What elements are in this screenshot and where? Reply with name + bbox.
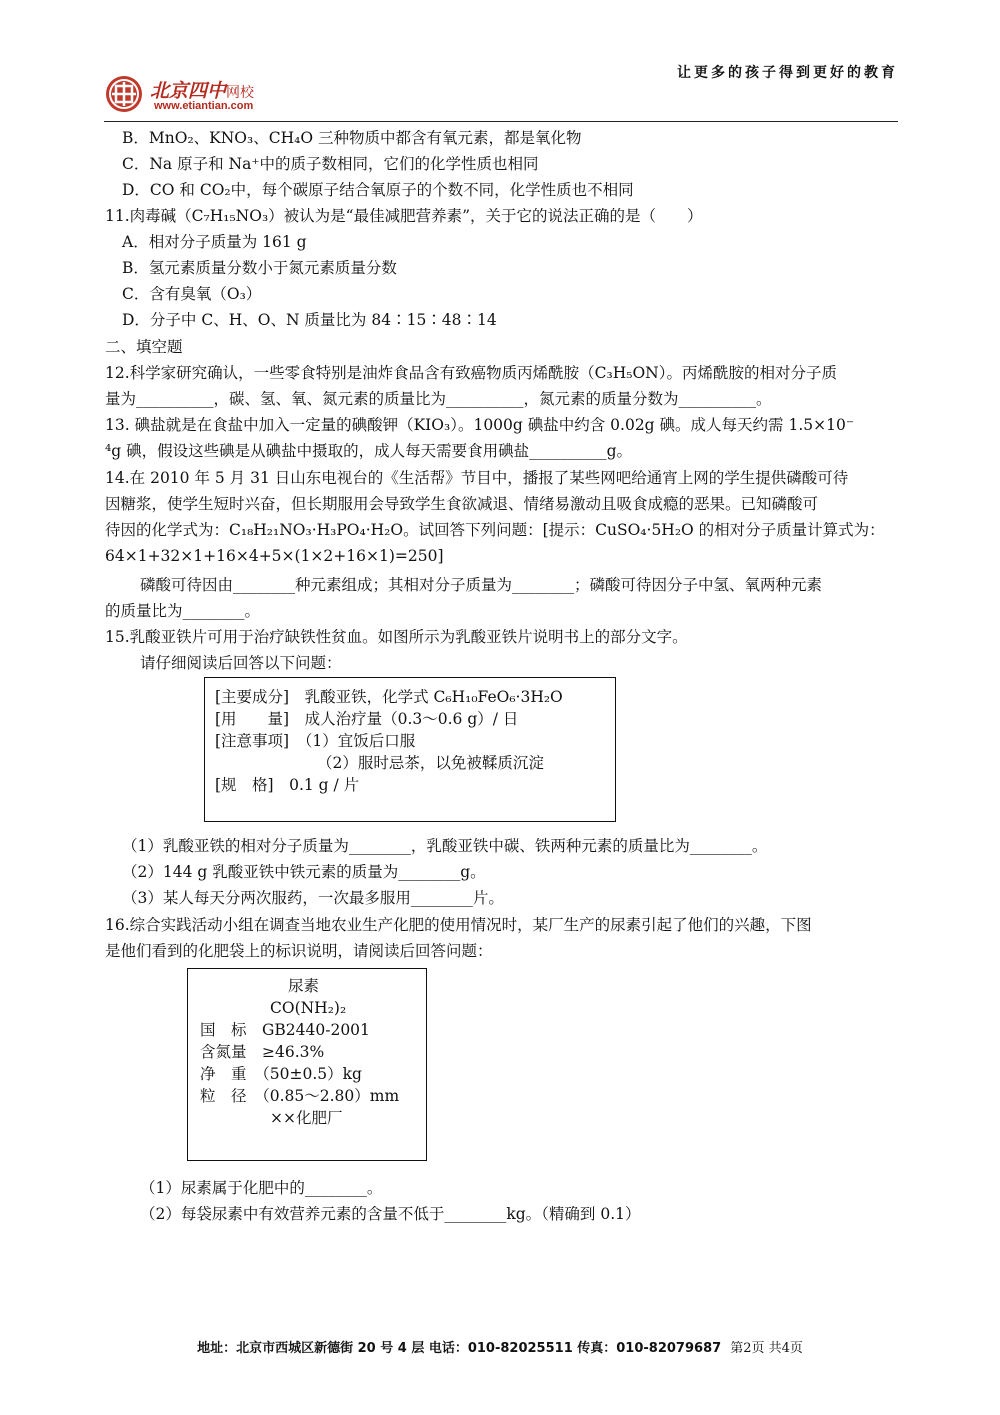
logo-emblem-icon [104, 74, 144, 114]
fertilizer-maker: ××化肥厂 [270, 1109, 343, 1127]
q12-line1: 12.科学家研究确认，一些零食特别是油炸食品含有致癌物质丙烯酰胺（C₃H₅ON）。丙烯酰胺的相对分子质 [105, 364, 837, 382]
drug-label-notes: [注意事项] （1）宜饭后口服 [215, 732, 416, 750]
q14-line6: 的质量比为________。 [105, 602, 261, 620]
q13-line1: 13. 碘盐就是在食盐中加入一定量的碘酸钾（KIO₃）。1000g 碘盐中约含 0.02g 碘。成人每天约需 1.5×10⁻ [105, 416, 855, 434]
page-number: 第2页 共4页 [730, 1341, 803, 1356]
drug-label-dosage: [用 量] 成人治疗量（0.3～0.6 g）/ 日 [215, 710, 519, 728]
q15-answer-3: （3）某人每天分两次服药，一次最多服用________片。 [122, 889, 504, 907]
q10-option-b: B．MnO₂、KNO₃、CH₄O 三种物质中都含有氧元素，都是氧化物 [122, 129, 582, 147]
q16-line2: 是他们看到的化肥袋上的标识说明，请阅读后回答问题： [105, 942, 493, 960]
q11-option-b: B．氢元素质量分数小于氮元素质量分数 [122, 259, 397, 277]
q15-line2: 请仔细阅读后回答以下问题： [140, 654, 342, 672]
q11-stem: 11.肉毒碱（C₇H₁₅NO₃）被认为是“最佳减肥营养素”，关于它的说法正确的是（ ） [105, 207, 703, 225]
header-divider [104, 121, 898, 122]
q14-line2: 因糖浆，使学生短时兴奋，但长期服用会导致学生食欲减退、情绪易激动且吸食成瘾的恶果。已知磷酸可 [105, 495, 819, 513]
q14-line3: 待因的化学式为：C₁₈H₂₁NO₃·H₃PO₄·H₂O。试回答下列问题：[提示：CuSO₄·5H₂O 的相对分子质量计算式为： [105, 521, 885, 539]
q14-line5: 磷酸可待因由________种元素组成；其相对分子质量为________；磷酸可待因分子中氢、氧两种元素 [140, 576, 823, 594]
q14-line4: 64×1+32×1+16×4+5×(1×2+16×1)=250] [105, 547, 444, 565]
fertilizer-weight: 净 重 （50±0.5）kg [200, 1065, 362, 1083]
q15-answer-1: （1）乳酸亚铁的相对分子质量为________，乳酸亚铁中碳、铁两种元素的质量比为________。 [122, 837, 768, 855]
drug-label-notes-2: （2）服时忌茶，以免被鞣质沉淀 [317, 754, 544, 772]
q16-answer-2: （2）每袋尿素中有效营养元素的含量不低于________kg。（精确到 0.1） [140, 1205, 641, 1223]
q11-option-d: D．分子中 C、H、O、N 质量比为 84∶15∶48∶14 [122, 311, 497, 329]
fertilizer-standard: 国 标 GB2440-2001 [200, 1021, 370, 1039]
section-heading: 二、填空题 [105, 338, 183, 356]
q10-option-d: D．CO 和 CO₂中，每个碳原子结合氧原子的个数不同，化学性质也不相同 [122, 181, 634, 199]
fertilizer-label-box [187, 968, 427, 1161]
fertilizer-formula: CO(NH₂)₂ [270, 999, 347, 1017]
drug-label-ingredient: [主要成分] 乳酸亚铁，化学式 C₆H₁₀FeO₆·3H₂O [215, 688, 563, 706]
site-logo[interactable] [104, 72, 294, 120]
q16-line1: 16.综合实践活动小组在调查当地农业生产化肥的使用情况时，某厂生产的尿素引起了他们的兴趣，下图 [105, 916, 812, 934]
q12-line2: 量为__________，碳、氢、氧、氮元素的质量比为__________，氮元素的质量分数为__________。 [105, 390, 772, 408]
logo-url: www.etiantian.com [154, 100, 254, 112]
header-slogan: 让更多的孩子得到更好的教育 [677, 65, 898, 81]
q15-answer-2: （2）144 g 乳酸亚铁中铁元素的质量为________g。 [122, 863, 486, 881]
fertilizer-particle: 粒 径 （0.85～2.80）mm [200, 1087, 400, 1105]
footer-address: 地址：北京市西城区新德街 20 号 4 层 电话：010-82025511 传真：010-82079687 [197, 1341, 722, 1356]
q15-line1: 15.乳酸亚铁片可用于治疗缺铁性贫血。如图所示为乳酸亚铁片说明书上的部分文字。 [105, 628, 688, 646]
q16-answer-1: （1）尿素属于化肥中的________。 [140, 1179, 383, 1197]
drug-label-box [204, 677, 616, 822]
fertilizer-nitrogen: 含氮量 ≥46.3% [200, 1043, 325, 1061]
logo-name: 北京四中 [150, 80, 227, 102]
q13-line2: ⁴g 碘，假设这些碘是从碘盐中摄取的，成人每天需要食用碘盐__________g。 [105, 442, 632, 460]
fertilizer-title: 尿素 [288, 977, 320, 995]
q10-option-c: C．Na 原子和 Na⁺中的质子数相同，它们的化学性质也相同 [122, 155, 539, 173]
q11-option-c: C．含有臭氧（O₃） [122, 285, 262, 303]
drug-label-spec: [规 格] 0.1 g / 片 [215, 776, 360, 794]
page-footer [0, 1337, 1000, 1356]
logo-suffix: 网校 [226, 85, 255, 101]
q14-line1: 14.在 2010 年 5 月 31 日山东电视台的《生活帮》节目中，播报了某些网吧给通宵上网的学生提供磷酸可待 [105, 469, 849, 487]
q11-option-a: A．相对分子质量为 161 g [122, 233, 307, 251]
